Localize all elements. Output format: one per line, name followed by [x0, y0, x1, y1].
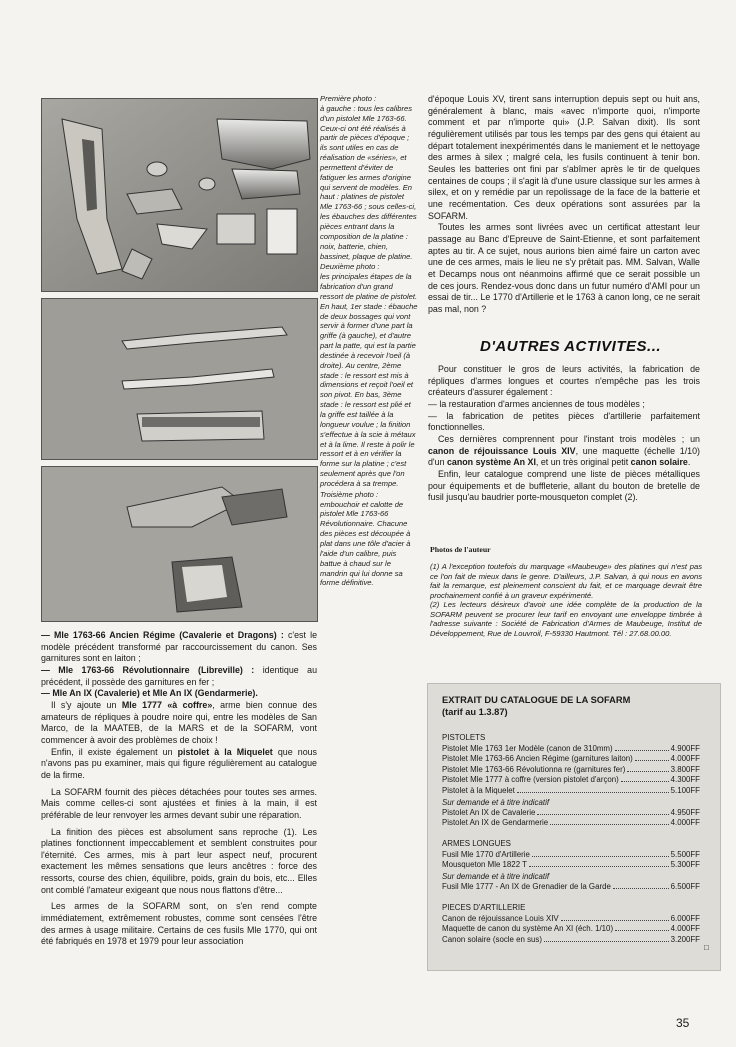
price-row: Pistolet Mle 1763-66 Ancien Régime (garnitures laiton) 4.000FF	[442, 754, 700, 763]
section-heading: D'AUTRES ACTIVITES...	[480, 338, 662, 355]
right-paragraph-5: Enfin, leur catalogue comprend une liste de pièces métalliques pour équipements et de buffleterie, allant du bouton de bretelle de fusil jusqu'au baudrier porte-mousqueton complet (2).	[428, 468, 700, 503]
price-row: Maquette de canon du système An XI (éch. 1/10) 4.000FF	[442, 924, 700, 933]
right-paragraph-1: d'époque Louis XV, tirent sans interruption depuis sept ou huit ans, généralement à blanc, mais «avec n'importe quoi, n'importe comment et par n'importe qui» (J.P. Salvan dixit). Ils sont régulièrement utilisés par tous les temps par des gens qui étaient au départ totalement inexpérimentés dans le maniement et le nettoyage des armes à silex ; malgré cela, les fusils continuent à tenir bon. Seules les batteries ont fini par s'abîmer après le tir de quelques centaines de coups ; il s'agit là d'une usure classique sur les armes à silex, et on y remédie par un repolissage de la face de la batterie et une recémentation. Ces deux opérations sont assurées par la SOFARM.	[428, 94, 700, 221]
caption-3: Troisième photo : embouchoir et calotte de pistolet Mle 1763-66 Révolutionnaire. Chacune des pièces est découpée à plat dans une tôle d'acier à l'aide d'un calibre, puis battue à chaud sur le mandrin qui lui donne sa forme définitive.	[320, 489, 411, 588]
section-artillerie: PIECES D'ARTILLERIE	[442, 903, 526, 912]
right-paragraph-2: Toutes les armes sont livrées avec un certificat attestant leur passage au Banc d'Epreuve de Saint-Etienne, et sont parfaitement aptes au tir. A ce sujet, nous aurions bien aimé faire un carton avec une de ces armes, mais le lieu ne s'y prêtait pas. MM. Salvan, Walle et Decamps nous ont néanmoins affirmé que ce serait possible un de ces jours. Rendez-vous donc dans un futur numéro d'AMI pour un essai de tir... Le 1770 d'Artillerie et le 1763 à canon long, ce ne serait pas mal, non ?	[428, 222, 700, 314]
photo-spring-stages	[41, 298, 318, 460]
photo-credit: Photos de l'auteur	[430, 545, 491, 554]
left-paragraph-1: Il s'y ajoute un Mle 1777 «à coffre», arme bien connue des amateurs de répliques à poudre noire qui, entre les modèles de San Marco, de la MAATEB, de la MARS et de la SOFARM, vont commencer à avoir des problèmes de choix !	[41, 699, 317, 745]
model-item-2: — Mle 1763-66 Révolutionnaire (Libreville) : identique au précédent, il possède des garnitures en fer ;	[41, 664, 318, 687]
price-row: Pistolet Mle 1763-66 Révolutionna re (garnitures fer) 3.800FF	[442, 764, 700, 774]
photo-embouchoir	[41, 466, 318, 622]
left-paragraph-5: Les armes de la SOFARM sont, on s'en rend compte immédiatement, extrêmement robustes, comme sont censées l'être des armes à usage militaire. Certains de ces fusils Mle 1770, qui ont été fabriqués en 1978 et 1979 pour leur association	[41, 901, 317, 947]
price-row: Canon de réjouissance Louis XIV 6.000FF	[442, 913, 700, 923]
embouchoir-image	[42, 467, 317, 621]
activity-item-2: — la fabrication de petites pièces d'artillerie parfaitement fonctionnelles.	[428, 410, 700, 433]
right-column-2	[428, 364, 700, 504]
price-row: Fusil Mle 1777 - An IX de Grenadier de la Garde 6.500FF	[442, 881, 700, 891]
page-number: 35	[676, 1016, 690, 1030]
price-row: Pistolet Mle 1777 à coffre (version pistolet d'arçon) 4.300FF	[442, 775, 700, 784]
spring-stages-image	[42, 299, 317, 459]
photo-platine-parts	[41, 98, 318, 292]
caption-2: Deuxième photo : les principales étapes de la fabrication d'un grand ressort de platine de pistolet. En haut, 1er stade : ébauche de deux bossages qui vont servir à former d'une part la griffe (à gauche), et d'autre part la patte, qui est la partie destinée à recevoir l'oeil (à droite). Au centre, 2ème stade : le ressort est mis à dimensions et reçoit l'oeil et son pivot. En bas, 3ème stade : le ressort est plié et la griffe est taillée à la longueur voulue ; la finition s'effectue à la scie à métaux et à la lime. Il reste à polir le ressort et à en vérifier la forme sur la platine ; c'est seulement après que l'on procédera à sa trempe.	[320, 262, 418, 488]
activity-item-1: — la restauration d'armes anciennes de tous modèles ;	[428, 398, 645, 409]
left-paragraph-3: La SOFARM fournit des pièces détachées pour toutes ses armes. Mais comme celles-ci sont ajustées et finies à la main, il est préférable de leur renvoyer les armes devant subir une réparation.	[41, 786, 317, 820]
footnotes	[430, 562, 702, 638]
platine-parts-image	[42, 99, 317, 291]
photo-captions	[320, 94, 418, 589]
price-row: Pistolet An IX de Cavalerie 4.950FF	[442, 807, 700, 817]
section-pistolets: PISTOLETS	[442, 733, 486, 742]
price-row: Pistolet Mle 1763 1er Modèle (canon de 310mm) 4.900FF	[442, 743, 700, 753]
catalogue-title: EXTRAIT DU CATALOGUE DE LA SOFARM (tarif au 1.3.87)	[442, 695, 631, 717]
footnote-2: (2) Les lecteurs désireux d'avoir une idée complète de la production de la SOFARM peuvent se procurer leur tarif en envoyant une enveloppe timbrée à l'adresse suivante : Société de Fabrication d'Armes de Maubeuge, Institut de Développement, Rue de Louvroil, F-59330 Hautmont. Tél : 27.68.00.00.	[430, 600, 702, 638]
price-row: Mousqueton Mle 1822 T 5.300FF	[442, 860, 700, 869]
right-paragraph-3: Pour constituer le gros de leurs activités, la fabrication de répliques d'armes longues et courtes n'empêche pas les trois créateurs d'assurer également :	[428, 364, 700, 398]
footnote-1: (1) A l'exception toutefois du marquage «Maubeuge» des platines qui n'est pas ce l'on fait de mieux dans le genre. D'ailleurs, J.P. Salvan, à qui nous en avons fait la remarque, est pleinement conscient du fait, et ce marquage devrait être prochainement confié à un graveur expérimenté.	[430, 562, 702, 600]
model-item-3: — Mle An IX (Cavalerie) et Mle An IX (Gendarmerie).	[41, 688, 258, 699]
left-paragraph-4: La finition des pièces est absolument sans reproche (1). Les platines fonctionnent impeccablement et semblent construites pour l'éternité. Ces armes, mis à part leur aspect neuf, procurent exactement les mêmes sensations que leurs ancêtres : force des ressorts, course des chien, équilibre, poids, grain du bois, etc... Elles ont comblé l'amateur exigeant que nous nous flattons d'être...	[41, 826, 317, 895]
pistolets-note: Sur demande et à titre indicatif	[442, 798, 550, 807]
catalogue-box	[427, 683, 721, 971]
price-row: Canon solaire (socle en sus) 3.200FF	[442, 934, 700, 944]
end-mark: □	[704, 943, 709, 952]
caption-1: Première photo : à gauche : tous les calibres d'un pistolet Mle 1763-66. Ceux-ci ont été réalisés à partir de pièces d'époque ; ils sont utiles en cas de réalisation de «séries», et permettent d'éviter de fatiguer les armes d'origine qui servent de modèles. En haut : platines de pistolet Mle 1763-66 ; sous celles-ci, les ébauches des différentes pièces entrant dans la composition de la platine : noix, batterie, chien, bassinet, plaque de platine.	[320, 94, 417, 261]
price-row: Fusil Mle 1770 d'Artillerie 5.500FF	[442, 849, 700, 859]
price-row: Pistolet An IX de Gendarmerie 4.000FF	[442, 818, 700, 827]
right-paragraph-4: Ces dernières comprennent pour l'instant trois modèles ; un canon de réjouissance Louis XIV, une maquette (échelle 1/10) d'un canon système An XI, et un très original petit canon solaire.	[428, 433, 701, 468]
armes-note: Sur demande et à titre indicatif	[442, 872, 550, 881]
right-column	[428, 94, 700, 315]
section-armes-longues: ARMES LONGUES	[442, 839, 511, 848]
price-row: Pistolet à la Miquelet 5.100FF	[442, 785, 700, 795]
left-paragraph-2: Enfin, il existe également un pistolet à la Miquelet que nous n'avons pas pu examiner, mais qui figure régulièrement au catalogue de la firme.	[41, 746, 317, 780]
model-item-1: — Mle 1763-66 Ancien Régime (Cavalerie et Dragons) : c'est le modèle précédent transformé par raccourcissement du canon. Ses garnitures sont en laiton ;	[41, 630, 318, 664]
left-column	[41, 630, 317, 948]
